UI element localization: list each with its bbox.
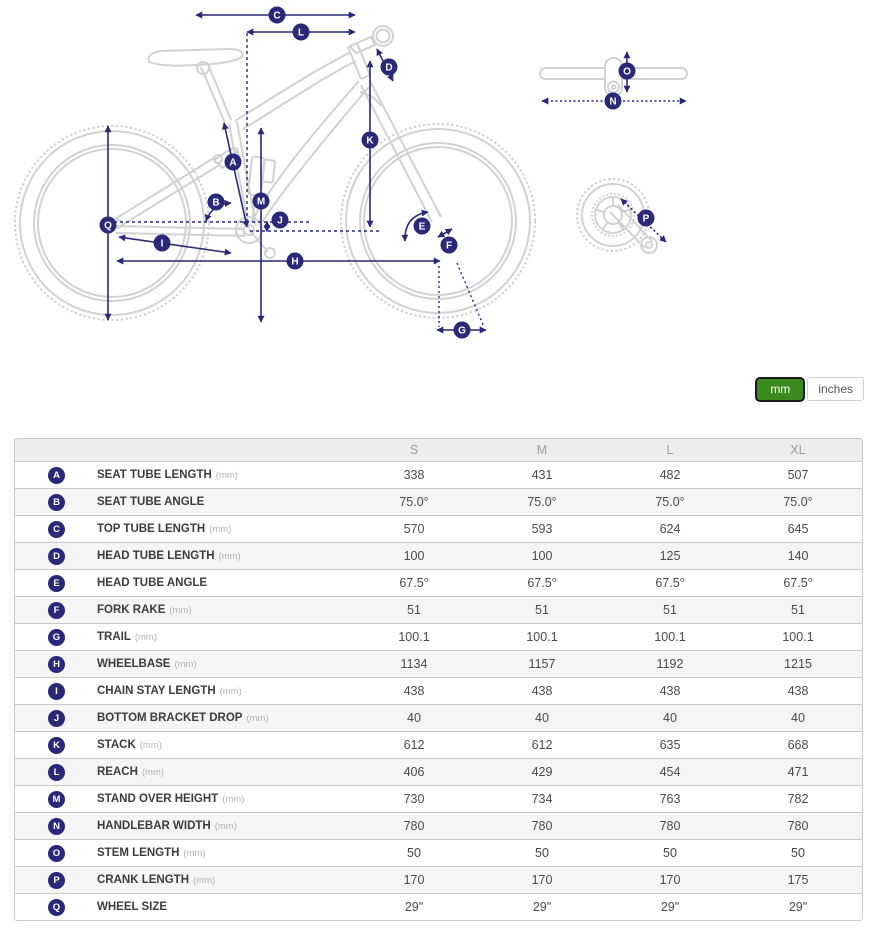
value-cell-s: 50 <box>407 846 421 860</box>
row-unit: (mm) <box>219 685 242 697</box>
diagram-callout-h <box>287 253 304 270</box>
row-label-cell <box>15 494 350 511</box>
value-cell-s: 75.0° <box>399 495 429 509</box>
table-row <box>15 866 862 893</box>
measure-a-seat-tube <box>224 123 247 227</box>
table-row <box>15 488 862 515</box>
table-row <box>15 839 862 866</box>
row-label-cell <box>15 791 350 808</box>
value-cell-l: 763 <box>659 792 681 806</box>
table-row <box>15 650 862 677</box>
row-label-cell <box>15 602 350 619</box>
value-cell-xl: 782 <box>787 792 809 806</box>
value-cell-m: 612 <box>531 738 553 752</box>
table-row <box>15 542 862 569</box>
stem-grip <box>350 26 393 53</box>
saddle-seatpost <box>148 49 242 123</box>
table-row <box>15 731 862 758</box>
value-cell-xl: 100.1 <box>782 630 814 644</box>
diagram-callout-g <box>454 322 471 339</box>
table-row <box>15 785 862 812</box>
row-label: SEAT TUBE ANGLE <box>97 496 205 508</box>
value-cell-m: 50 <box>535 846 549 860</box>
value-cell-l: 100.1 <box>654 630 686 644</box>
row-label: HEAD TUBE LENGTH <box>97 550 215 562</box>
value-cell-xl: 51 <box>791 603 805 617</box>
value-cell-m: 593 <box>531 522 553 536</box>
callout-letter-text: Q <box>104 220 112 232</box>
table-row <box>15 515 862 542</box>
row-unit: (mm) <box>134 631 158 643</box>
row-label: FORK RAKE <box>97 604 166 616</box>
table-row <box>15 704 862 731</box>
diagram-callout-d <box>381 59 398 76</box>
row-label: HANDLEBAR WIDTH <box>97 820 211 832</box>
row-label: TOP TUBE LENGTH <box>97 523 206 535</box>
row-letter-badge: G <box>48 629 65 646</box>
callout-letter-text: N <box>609 96 617 108</box>
value-cell-m: 75.0° <box>527 495 557 509</box>
value-cell-s: 100.1 <box>398 630 430 644</box>
value-cell-m: 100 <box>531 549 553 563</box>
value-cell-m: 734 <box>531 792 553 806</box>
value-cell-l: 624 <box>659 522 681 536</box>
value-cell-l: 635 <box>659 738 681 752</box>
value-cell-m: 100.1 <box>526 630 558 644</box>
row-label-cell <box>15 575 350 592</box>
callout-letter-text: P <box>642 213 650 225</box>
row-label: STACK <box>97 739 136 751</box>
row-label-cell <box>15 845 350 862</box>
value-cell-s: 1134 <box>400 657 428 671</box>
row-label: STAND OVER HEIGHT <box>97 793 219 805</box>
row-unit: (mm) <box>141 766 165 778</box>
value-cell-m: 429 <box>531 765 553 779</box>
value-cell-l: 454 <box>659 765 681 779</box>
value-cell-xl: 471 <box>787 765 809 779</box>
callout-letter-text: F <box>445 240 453 252</box>
value-cell-m: 51 <box>535 603 549 617</box>
row-letter-badge: L <box>48 764 65 781</box>
row-letter-badge: J <box>48 710 65 727</box>
value-cell-xl: 40 <box>791 711 805 725</box>
value-cell-l: 50 <box>663 846 677 860</box>
row-label-cell <box>15 521 350 538</box>
frame <box>114 43 370 258</box>
callout-letter-text: B <box>212 197 220 209</box>
unit-toggle <box>0 376 877 402</box>
diagram-callout-k <box>362 132 379 149</box>
value-cell-xl: 668 <box>787 738 809 752</box>
row-label-cell <box>15 737 350 754</box>
callout-letter-text: K <box>366 135 374 147</box>
row-label-cell <box>15 629 350 646</box>
column-header-l: L <box>666 443 674 457</box>
row-letter-badge: C <box>48 521 65 538</box>
callout-letter-text: M <box>256 196 266 208</box>
table-row <box>15 569 862 596</box>
value-cell-l: 40 <box>663 711 677 725</box>
row-unit: (mm) <box>218 550 241 562</box>
row-unit: (mm) <box>215 469 238 481</box>
value-cell-xl: 140 <box>787 549 809 563</box>
diagram-callout-e <box>414 218 431 235</box>
value-cell-l: 438 <box>659 684 681 698</box>
value-cell-s: 730 <box>403 792 425 806</box>
table-row <box>15 623 862 650</box>
row-label: WHEELBASE <box>97 658 171 670</box>
unit-mm-button[interactable]: mm <box>755 377 805 402</box>
value-cell-xl: 75.0° <box>783 495 813 509</box>
column-header-s: S <box>409 443 419 457</box>
value-cell-l: 482 <box>659 468 681 482</box>
table-row <box>15 812 862 839</box>
handlebar-diagram <box>540 58 687 96</box>
table-body <box>15 461 862 920</box>
table-row <box>15 461 862 488</box>
table-row <box>15 596 862 623</box>
row-label-cell <box>15 656 350 673</box>
value-cell-xl: 175 <box>787 873 809 887</box>
table-header-row <box>15 439 862 461</box>
value-cell-l: 75.0° <box>655 495 685 509</box>
bike-geometry-diagram <box>0 0 877 348</box>
callout-letter-text: I <box>160 238 164 250</box>
row-letter-badge: P <box>48 872 65 889</box>
row-label-cell <box>15 818 350 835</box>
value-cell-s: 338 <box>403 468 425 482</box>
value-cell-xl: 29" <box>788 900 808 914</box>
row-label-cell <box>15 710 350 727</box>
row-letter-badge: Q <box>48 899 65 916</box>
value-cell-xl: 67.5° <box>783 576 813 590</box>
measure-f-fork-rake <box>438 229 452 237</box>
diagram-callout-b <box>208 194 225 211</box>
value-cell-l: 170 <box>659 873 681 887</box>
column-header-m: M <box>536 443 548 457</box>
row-label-cell <box>15 548 350 565</box>
diagram-callout-o <box>619 63 636 80</box>
value-cell-m: 40 <box>535 711 549 725</box>
row-unit: (mm) <box>139 739 162 751</box>
value-cell-s: 67.5° <box>399 576 429 590</box>
diagram-callout-q <box>100 217 117 234</box>
row-unit: (mm) <box>174 658 197 670</box>
row-label: BOTTOM BRACKET DROP <box>97 712 243 724</box>
value-cell-m: 29" <box>532 900 552 914</box>
row-letter-badge: E <box>48 575 65 592</box>
row-letter-badge: A <box>48 467 65 484</box>
row-letter-badge: I <box>48 683 65 700</box>
row-unit: (mm) <box>214 820 237 832</box>
row-label-cell <box>15 764 350 781</box>
value-cell-m: 438 <box>531 684 553 698</box>
row-letter-badge: M <box>48 791 65 808</box>
row-label: TRAIL <box>97 631 131 643</box>
value-cell-s: 780 <box>403 819 425 833</box>
row-unit: (mm) <box>222 793 245 805</box>
callout-letter-text: J <box>277 215 283 227</box>
value-cell-s: 51 <box>407 603 421 617</box>
row-letter-badge: D <box>48 548 65 565</box>
value-cell-s: 570 <box>403 522 425 536</box>
value-cell-l: 780 <box>659 819 681 833</box>
row-letter-badge: K <box>48 737 65 754</box>
row-label-cell <box>15 872 350 889</box>
callout-letter-text: H <box>291 256 299 268</box>
value-cell-s: 29" <box>404 900 424 914</box>
row-unit: (mm) <box>193 874 216 886</box>
diagram-callout-a <box>225 154 242 171</box>
value-cell-l: 125 <box>659 549 681 563</box>
value-cell-l: 1192 <box>656 657 684 671</box>
value-cell-xl: 507 <box>787 468 809 482</box>
column-header-xl: XL <box>790 443 806 457</box>
callout-letter-text: L <box>297 27 305 39</box>
row-label: STEM LENGTH <box>97 847 180 859</box>
diagram-callout-j <box>272 212 289 229</box>
row-label-cell <box>15 467 350 484</box>
callout-letter-text: G <box>458 325 466 337</box>
value-cell-m: 1157 <box>528 657 556 671</box>
value-cell-s: 170 <box>403 873 425 887</box>
diagram-callout-n <box>605 93 622 110</box>
row-label: CRANK LENGTH <box>97 874 189 886</box>
geometry-diagram-svg <box>0 0 877 348</box>
diagram-callout-l <box>293 24 310 41</box>
row-label: WHEEL SIZE <box>97 901 168 913</box>
row-letter-badge: H <box>48 656 65 673</box>
row-label-cell <box>15 683 350 700</box>
row-unit: (mm) <box>183 847 206 859</box>
value-cell-xl: 438 <box>787 684 809 698</box>
callout-letter-text: C <box>273 10 281 22</box>
callout-letter-text: E <box>418 221 426 233</box>
measure-i-chainstay <box>119 237 231 253</box>
row-unit: (mm) <box>209 523 232 535</box>
row-label: HEAD TUBE ANGLE <box>97 577 208 589</box>
value-cell-l: 29" <box>660 900 680 914</box>
value-cell-m: 170 <box>531 873 553 887</box>
value-cell-m: 780 <box>531 819 553 833</box>
value-cell-xl: 1215 <box>784 657 812 671</box>
geometry-table <box>14 438 863 921</box>
value-cell-l: 51 <box>663 603 677 617</box>
table-row <box>15 677 862 704</box>
value-cell-xl: 50 <box>791 846 805 860</box>
row-label: REACH <box>97 766 138 778</box>
row-unit: (mm) <box>246 712 269 724</box>
value-cell-s: 100 <box>403 549 425 563</box>
value-cell-xl: 780 <box>787 819 809 833</box>
diagram-callout-i <box>154 235 171 252</box>
diagram-callout-c <box>269 7 286 24</box>
row-unit: (mm) <box>169 604 192 616</box>
table-row <box>15 758 862 785</box>
value-cell-s: 438 <box>403 684 425 698</box>
value-cell-s: 612 <box>403 738 425 752</box>
unit-inches-button[interactable]: inches <box>807 377 864 401</box>
row-label: SEAT TUBE LENGTH <box>97 469 212 481</box>
row-letter-badge: O <box>48 845 65 862</box>
diagram-callout-p <box>638 210 655 227</box>
row-letter-badge: B <box>48 494 65 511</box>
row-letter-badge: N <box>48 818 65 835</box>
value-cell-m: 431 <box>531 468 553 482</box>
row-label: CHAIN STAY LENGTH <box>97 685 216 697</box>
value-cell-l: 67.5° <box>655 576 685 590</box>
table-row <box>15 893 862 920</box>
callout-letter-text: D <box>385 62 393 74</box>
diagram-callout-f <box>441 237 458 254</box>
callout-letter-text: O <box>623 66 631 78</box>
value-cell-s: 406 <box>403 765 425 779</box>
value-cell-s: 40 <box>407 711 421 725</box>
value-cell-m: 67.5° <box>527 576 557 590</box>
diagram-callout-m <box>253 193 270 210</box>
value-cell-xl: 645 <box>787 522 809 536</box>
row-label-cell <box>15 899 350 916</box>
callout-letter-text: A <box>229 157 237 169</box>
row-letter-badge: F <box>48 602 65 619</box>
